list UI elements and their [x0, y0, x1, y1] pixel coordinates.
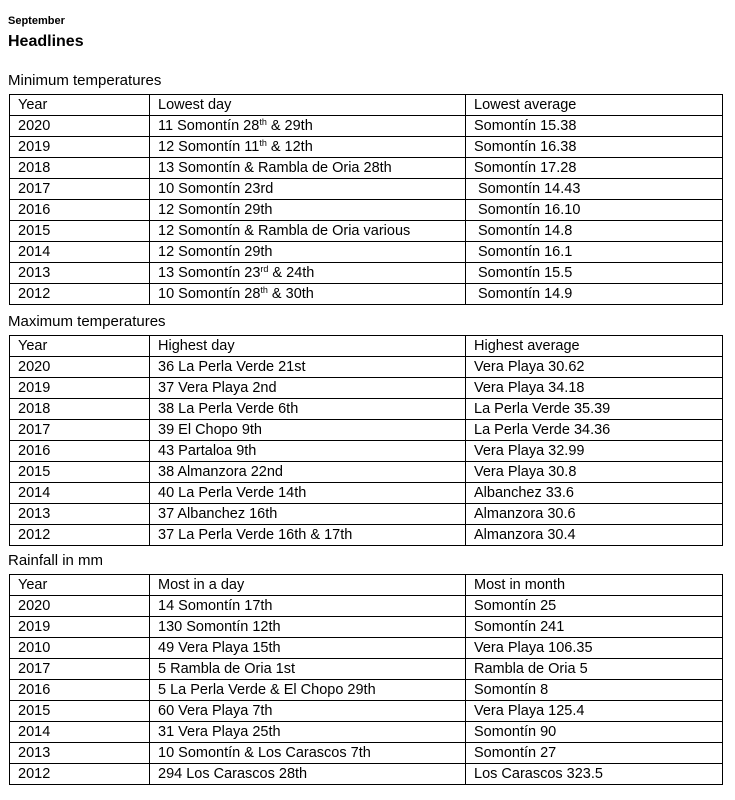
- day-cell: [150, 221, 466, 242]
- year-cell: 2013: [10, 263, 150, 284]
- year-cell: 2013: [10, 743, 150, 764]
- table-row: [10, 483, 723, 504]
- year-cell: 2019: [10, 378, 150, 399]
- header-cell: Highest day: [150, 336, 466, 357]
- average-cell: Rambla de Oria 5: [466, 659, 723, 680]
- year-cell: 2014: [10, 242, 150, 263]
- year-cell: 2018: [10, 399, 150, 420]
- table-row: [10, 378, 723, 399]
- day-cell: [150, 242, 466, 263]
- average-cell: [466, 158, 723, 179]
- rainfall-caption: Rainfall in mm: [8, 552, 104, 569]
- average-cell: [466, 284, 723, 305]
- page-title: Headlines: [8, 33, 84, 50]
- rainfall-table: [9, 574, 723, 785]
- table-row: [10, 617, 723, 638]
- day-pre-text: 12 Somontín & Rambla de Oria various: [158, 223, 411, 239]
- table-row: [10, 722, 723, 743]
- day-cell: [150, 200, 466, 221]
- year-cell: 2016: [10, 441, 150, 462]
- year-cell: 2017: [10, 179, 150, 200]
- header-cell: Most in a day: [150, 575, 466, 596]
- year-cell: 2019: [10, 617, 150, 638]
- day-cell: 38 La Perla Verde 6th: [150, 399, 466, 420]
- average-cell: [466, 263, 723, 284]
- day-cell: 37 La Perla Verde 16th & 17th: [150, 525, 466, 546]
- day-cell: [150, 158, 466, 179]
- day-cell: 38 Almanzora 22nd: [150, 462, 466, 483]
- day-cell: 60 Vera Playa 7th: [150, 701, 466, 722]
- day-cell: [150, 263, 466, 284]
- table-row: [10, 441, 723, 462]
- average-cell: Vera Playa 30.62: [466, 357, 723, 378]
- day-cell: 14 Somontín 17th: [150, 596, 466, 617]
- header-cell: Most in month: [466, 575, 723, 596]
- day-cell: [150, 179, 466, 200]
- average-cell: Albanchez 33.6: [466, 483, 723, 504]
- average-cell: Almanzora 30.4: [466, 525, 723, 546]
- day-post-text: & 30th: [267, 286, 314, 302]
- header-cell: Lowest day: [150, 95, 466, 116]
- month-label: September: [8, 15, 65, 27]
- year-cell: 2012: [10, 764, 150, 785]
- day-cell: 49 Vera Playa 15th: [150, 638, 466, 659]
- table-row: [10, 743, 723, 764]
- table-row: [10, 680, 723, 701]
- table-row: [10, 357, 723, 378]
- day-cell: [150, 116, 466, 137]
- average-cell: Vera Playa 106.35: [466, 638, 723, 659]
- day-cell: 36 La Perla Verde 21st: [150, 357, 466, 378]
- day-sup-text: th: [260, 285, 268, 295]
- table-row: [10, 764, 723, 785]
- header-cell: Lowest average: [466, 95, 723, 116]
- table-row: [10, 221, 723, 242]
- average-cell: [466, 179, 723, 200]
- day-pre-text: 12 Somontín 29th: [158, 244, 273, 260]
- average-text: Somontín 17.28: [474, 160, 577, 176]
- average-cell: [466, 242, 723, 263]
- day-pre-text: 12 Somontín 11: [158, 139, 260, 155]
- average-cell: Somontín 90: [466, 722, 723, 743]
- table-row: [10, 137, 723, 158]
- year-cell: 2019: [10, 137, 150, 158]
- average-text: Somontín 15.38: [474, 118, 577, 134]
- average-cell: Somontín 27: [466, 743, 723, 764]
- minimum-caption: Minimum temperatures: [8, 72, 162, 89]
- table-row: [10, 596, 723, 617]
- maximum-header-row: [10, 336, 723, 357]
- minimum-header-row: [10, 95, 723, 116]
- header-cell: Year: [10, 575, 150, 596]
- year-cell: 2017: [10, 420, 150, 441]
- table-row: [10, 200, 723, 221]
- average-cell: Somontín 8: [466, 680, 723, 701]
- day-post-text: & 12th: [266, 139, 313, 155]
- average-cell: La Perla Verde 34.36: [466, 420, 723, 441]
- day-sup-text: th: [259, 117, 267, 127]
- day-sup-text: th: [259, 138, 267, 148]
- table-row: [10, 638, 723, 659]
- average-text: Somontín 16.10: [478, 202, 581, 218]
- year-cell: 2012: [10, 284, 150, 305]
- average-cell: [466, 200, 723, 221]
- year-cell: 2015: [10, 701, 150, 722]
- table-row: [10, 420, 723, 441]
- average-cell: [466, 221, 723, 242]
- day-cell: 37 Vera Playa 2nd: [150, 378, 466, 399]
- average-cell: Los Carascos 323.5: [466, 764, 723, 785]
- year-cell: 2013: [10, 504, 150, 525]
- day-cell: 43 Partaloa 9th: [150, 441, 466, 462]
- average-text: Somontín 14.9: [478, 286, 573, 302]
- average-cell: Somontín 25: [466, 596, 723, 617]
- year-cell: 2014: [10, 483, 150, 504]
- day-cell: 40 La Perla Verde 14th: [150, 483, 466, 504]
- year-cell: 2020: [10, 357, 150, 378]
- year-cell: 2010: [10, 638, 150, 659]
- day-cell: [150, 137, 466, 158]
- average-cell: Vera Playa 30.8: [466, 462, 723, 483]
- day-cell: [150, 284, 466, 305]
- table-row: [10, 462, 723, 483]
- table-row: [10, 659, 723, 680]
- average-cell: Vera Playa 32.99: [466, 441, 723, 462]
- day-cell: 37 Albanchez 16th: [150, 504, 466, 525]
- year-cell: 2020: [10, 116, 150, 137]
- day-post-text: & 24th: [268, 265, 315, 281]
- year-cell: 2020: [10, 596, 150, 617]
- table-row: [10, 284, 723, 305]
- header-cell: Year: [10, 95, 150, 116]
- average-text: Somontín 16.38: [474, 139, 577, 155]
- maximum-caption: Maximum temperatures: [8, 313, 166, 330]
- day-sup-text: rd: [260, 264, 269, 274]
- day-cell: 5 Rambla de Oria 1st: [150, 659, 466, 680]
- average-cell: [466, 116, 723, 137]
- day-cell: 130 Somontín 12th: [150, 617, 466, 638]
- average-cell: La Perla Verde 35.39: [466, 399, 723, 420]
- year-cell: 2016: [10, 200, 150, 221]
- header-cell: Highest average: [466, 336, 723, 357]
- year-cell: 2016: [10, 680, 150, 701]
- year-cell: 2014: [10, 722, 150, 743]
- maximum-temperatures-table: [9, 335, 723, 546]
- average-cell: Somontín 241: [466, 617, 723, 638]
- minimum-temperatures-table: [9, 94, 723, 305]
- table-row: [10, 242, 723, 263]
- average-cell: [466, 137, 723, 158]
- table-row: [10, 399, 723, 420]
- table-row: [10, 701, 723, 722]
- day-cell: 31 Vera Playa 25th: [150, 722, 466, 743]
- day-pre-text: 13 Somontín 23: [158, 265, 261, 281]
- table-row: [10, 525, 723, 546]
- average-cell: Vera Playa 125.4: [466, 701, 723, 722]
- day-pre-text: 11 Somontín 28: [158, 118, 260, 134]
- average-text: Somontín 14.43: [478, 181, 581, 197]
- year-cell: 2012: [10, 525, 150, 546]
- day-cell: 294 Los Carascos 28th: [150, 764, 466, 785]
- year-cell: 2018: [10, 158, 150, 179]
- rainfall-header-row: [10, 575, 723, 596]
- year-cell: 2017: [10, 659, 150, 680]
- average-cell: Almanzora 30.6: [466, 504, 723, 525]
- day-pre-text: 12 Somontín 29th: [158, 202, 273, 218]
- day-pre-text: 13 Somontín & Rambla de Oria 28th: [158, 160, 392, 176]
- table-row: [10, 116, 723, 137]
- average-text: Somontín 14.8: [478, 223, 573, 239]
- day-pre-text: 10 Somontín 28: [158, 286, 261, 302]
- average-text: Somontín 15.5: [478, 265, 573, 281]
- average-cell: Vera Playa 34.18: [466, 378, 723, 399]
- day-cell: 39 El Chopo 9th: [150, 420, 466, 441]
- year-cell: 2015: [10, 221, 150, 242]
- table-row: [10, 263, 723, 284]
- day-post-text: & 29th: [266, 118, 313, 134]
- table-row: [10, 179, 723, 200]
- year-cell: 2015: [10, 462, 150, 483]
- table-row: [10, 158, 723, 179]
- table-row: [10, 504, 723, 525]
- day-pre-text: 10 Somontín 23rd: [158, 181, 274, 197]
- day-cell: 5 La Perla Verde & El Chopo 29th: [150, 680, 466, 701]
- day-cell: 10 Somontín & Los Carascos 7th: [150, 743, 466, 764]
- header-cell: Year: [10, 336, 150, 357]
- average-text: Somontín 16.1: [478, 244, 573, 260]
